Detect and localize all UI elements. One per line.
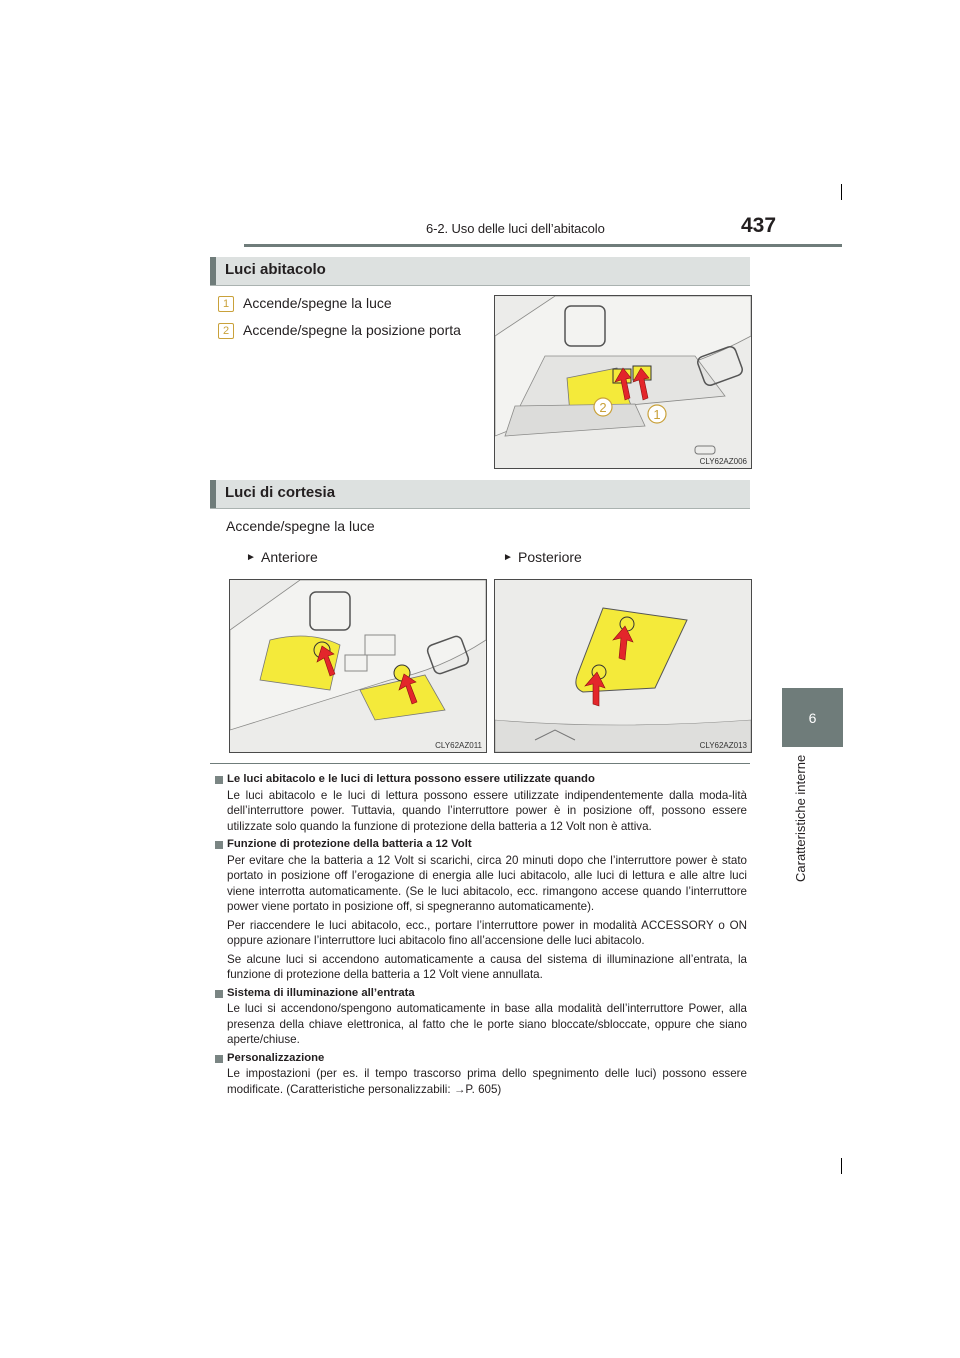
- section-header-courtesy-lights: [210, 480, 750, 509]
- figure-code: CLY62AZ011: [435, 741, 482, 750]
- item-text-1: Accende/spegne la luce: [243, 295, 392, 311]
- chapter-label: Caratteristiche interne: [793, 754, 808, 882]
- note-body: Per evitare che la batteria a 12 Volt si scarichi, circa 20 minuti dopo che l’interruttore power è stato portato in posizione off l’erogazione di energia alle luci abitacolo, alle luci di lettura e alle altre luci viene interrotta automaticamente. (Se le luci abitacolo, ecc. rimangono accese quando l’interruttore power viene portato in posizione off, si spegneranno automaticamente).: [227, 853, 747, 913]
- note-body: Le luci si accendono/spengono automaticamente in base alla modalità dell’interruttore Power, alla presenza della chiave elettronica, al fatto che le porte siano bloccate/sbloccate, oppure che siano aperte/chiuse.: [227, 1002, 747, 1046]
- section-title: Luci abitacolo: [225, 261, 326, 278]
- page-number: 437: [741, 214, 777, 237]
- note-body: Le luci abitacolo e le luci di lettura possono essere utilizzate indipendentemente dalla moda-lità dell’interruttore power. Tuttavia, quando l’interruttore power è in posizione off, possono essere utilizzate solo quando la funzione di protezione della batteria a 12 Volt non è attiva.: [227, 788, 747, 833]
- section-title: Luci di cortesia: [225, 484, 336, 501]
- marker-1: 1: [218, 296, 234, 312]
- marker-2: 2: [218, 323, 234, 339]
- header-rule: [244, 244, 842, 247]
- chapter-tab: 6: [782, 688, 843, 747]
- callout-2: 2: [599, 400, 607, 415]
- crop-mark: [841, 1158, 842, 1174]
- rear-courtesy-illustration: [495, 580, 751, 752]
- rear-label: Posteriore: [518, 549, 582, 565]
- note-body: Per riaccendere le luci abitacolo, ecc., portare l’interruttore power in modalità ACCESSORY o ON oppure azionare l’interruttore luci abitacolo fino all’accensione delle luci abitacolo.: [227, 918, 747, 947]
- section-text: Accende/spegne la luce: [226, 518, 375, 534]
- note-heading: Le luci abitacolo e le luci di lettura possono essere utilizzate quando: [215, 772, 747, 788]
- note-heading: Funzione di protezione della batteria a 12 Volt: [215, 837, 747, 853]
- cabin-lights-illustration: [495, 296, 751, 468]
- note-heading: Sistema di illuminazione all’entrata: [215, 986, 747, 1002]
- triangle-icon: ►: [503, 552, 513, 563]
- crop-mark: [841, 184, 842, 200]
- front-courtesy-illustration: [230, 580, 486, 752]
- running-header: 6-2. Uso delle luci dell’abitacolo: [426, 221, 605, 236]
- triangle-icon: ►: [246, 552, 256, 563]
- note-body: Le impostazioni (per es. il tempo trascorso prima dello spegnimento delle luci) possono essere modificate. (Caratteristiche personalizzabili: →P. 605): [227, 1067, 747, 1096]
- section-header-cabin-lights: [210, 257, 750, 286]
- item-text-2: Accende/spegne la posizione porta: [243, 322, 461, 338]
- figure-cabin-lights: [494, 295, 752, 469]
- figure-front-courtesy: [229, 579, 487, 753]
- callout-1: 1: [653, 407, 661, 422]
- figure-rear-courtesy: [494, 579, 752, 753]
- notes-divider: [210, 763, 750, 764]
- front-label: Anteriore: [261, 549, 318, 565]
- note-body: Se alcune luci si accendono automaticamente a causa del sistema di illuminazione all’entrata, la funzione di protezione della batteria a 12 Volt viene annullata.: [227, 952, 747, 981]
- figure-code: CLY62AZ013: [699, 741, 747, 750]
- notes-section: [215, 770, 747, 1100]
- note-heading: Personalizzazione: [215, 1051, 747, 1067]
- figure-code: CLY62AZ006: [699, 457, 747, 466]
